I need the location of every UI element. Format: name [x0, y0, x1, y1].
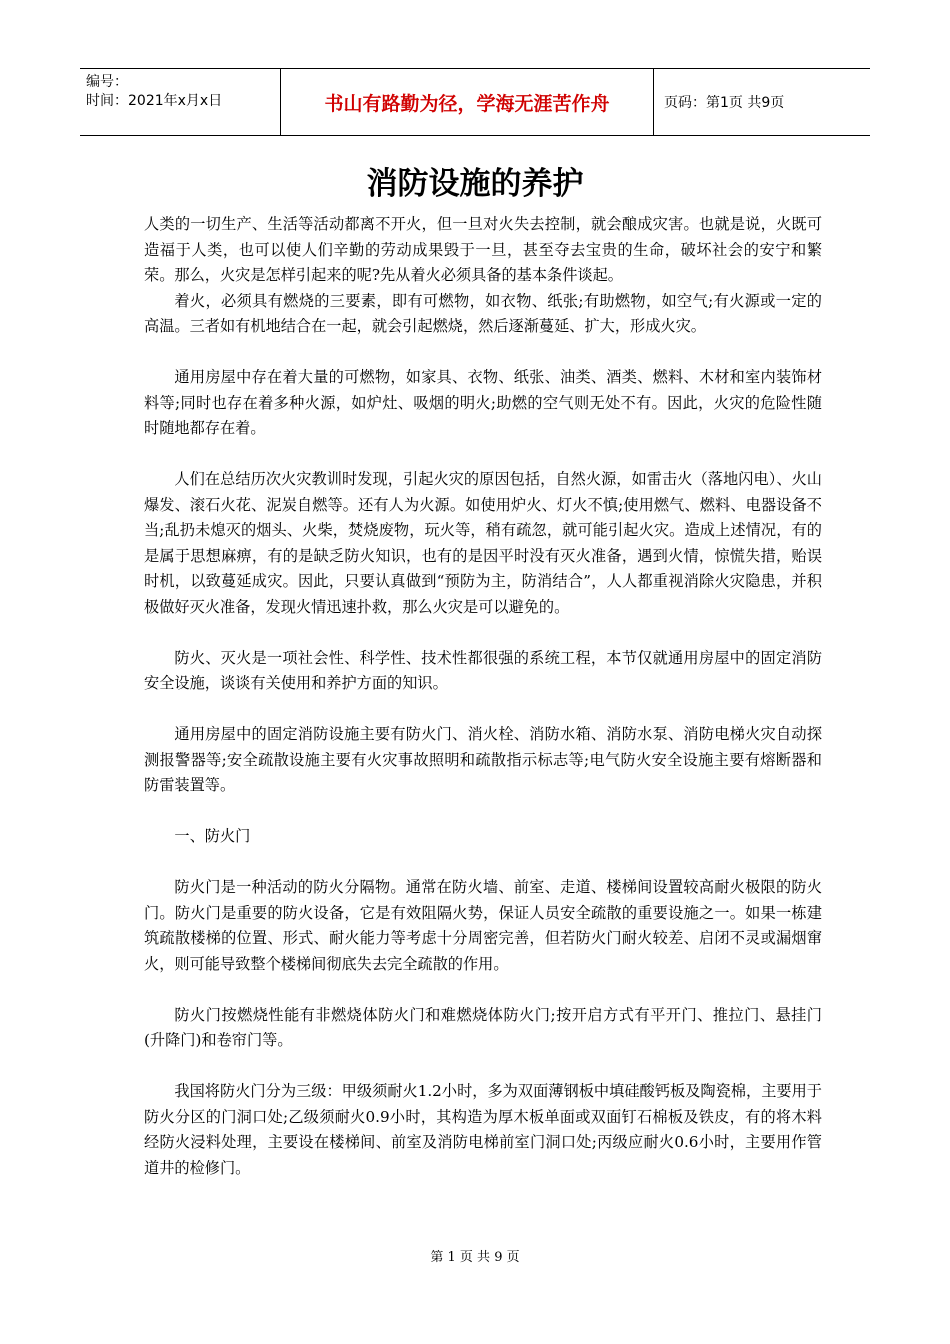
paragraph-fire-causes: 人们在总结历次火灾教训时发现，引起火灾的原因包括，自然火源，如雷击火（落地闪电）、火山爆发、滚石火花、泥炭自燃等。还有人为火源。如使用炉火、灯火不慎;使用燃气、燃料、电器设备不当;乱扔未熄灭的烟头、火柴，焚烧废物，玩火等，稍有疏忽，就可能引起火灾。造成上述情况，有的是属于思想麻痹，有的是缺乏防火知识，也有的是因平时没有灭火准备，遇到火情，惊慌失措，贻误时机，以致蔓延成灾。因此，只要认真做到“预防为主，防消结合”，人人都重视消除火灾隐患，并积极做好灭火准备，发现火情迅速扑救，那么火灾是可以避免的。 — [144, 470, 822, 616]
section-heading-fire-door: 一、防火门 — [174, 827, 251, 845]
paragraph-fire-risk: 通用房屋中存在着大量的可燃物，如家具、衣物、纸张、油类、酒类、燃料、木材和室内装饰材料等;同时也存在着多种火源，如炉灶、吸烟的明火;助燃的空气则无处不有。因此，火灾的危险性随时随地都存在着。 — [144, 368, 822, 437]
document-date: 时间：2021年x月x日 — [86, 93, 223, 109]
document-number-label: 编号： — [86, 74, 128, 90]
header-motto: 书山有路勤为径，学海无涯苦作舟 — [280, 69, 654, 135]
header-page-info: 页码：第1页 共9页 — [664, 95, 785, 111]
document-title: 消防设施的养护 — [366, 166, 584, 202]
paragraph-fixed-facilities: 通用房屋中的固定消防设施主要有防火门、消火栓、消防水箱、消防水泵、消防电梯火灾自动探测报警器等;安全疏散设施主要有火灾事故照明和疏散指示标志等;电气防火安全设施主要有熔断器和防雷装置等。 — [144, 725, 822, 794]
paragraph-combustion-elements: 着火，必须具有燃烧的三要素，即有可燃物，如衣物、纸张;有助燃物，如空气;有火源或一定的高温。三者如有机地结合在一起，就会引起燃烧，然后逐渐蔓延、扩大，形成火灾。 — [144, 291, 822, 335]
paragraph-fire-door-grades: 我国将防火门分为三级：甲级须耐火1.2小时，多为双面薄钢板中填硅酸钙板及陶瓷棉，主要用于防火分区的门洞口处;乙级须耐火0.9小时，其构造为厚木板单面或双面钉石棉板及铁皮，有的将木料经防火浸料处理，主要设在楼梯间、前室及消防电梯前室门洞口处;丙级应耐火0.6小时，主要用作管道井的检修门。 — [144, 1082, 822, 1177]
document-body — [144, 212, 822, 1181]
header-meta — [80, 69, 280, 135]
paragraph-fire-door-definition: 防火门是一种活动的防火分隔物。通常在防火墙、前室、走道、楼梯间设置较高耐火极限的防火门。防火门是重要的防火设备，它是有效阻隔火势，保证人员安全疏散的重要设施之一。如果一栋建筑疏散楼梯的位置、形式、耐火能力等考虑十分周密完善，但若防火门耐火较差、启闭不灵或漏烟窜火，则可能导致整个楼梯间彻底失去完全疏散的作用。 — [144, 878, 822, 973]
paragraph-system-engineering: 防火、灭火是一项社会性、科学性、技术性都很强的系统工程，本节仅就通用房屋中的固定消防安全设施，谈谈有关使用和养护方面的知识。 — [144, 648, 822, 692]
paragraph-intro: 人类的一切生产、生活等活动都离不开火，但一旦对火失去控制，就会酿成灾害。也就是说，火既可造福于人类，也可以使人们辛勤的劳动成果毁于一旦，甚至夺去宝贵的生命，破坏社会的安宁和繁荣。那么，火灾是怎样引起来的呢?先从着火必须具备的基本条件谈起。 — [144, 215, 822, 284]
page-header — [80, 68, 870, 136]
paragraph-fire-door-types: 防火门按燃烧性能有非燃烧体防火门和难燃烧体防火门;按开启方式有平开门、推拉门、悬挂门(升降门)和卷帘门等。 — [144, 1005, 822, 1049]
page-footer: 第 1 页 共 9 页 — [430, 1250, 520, 1265]
